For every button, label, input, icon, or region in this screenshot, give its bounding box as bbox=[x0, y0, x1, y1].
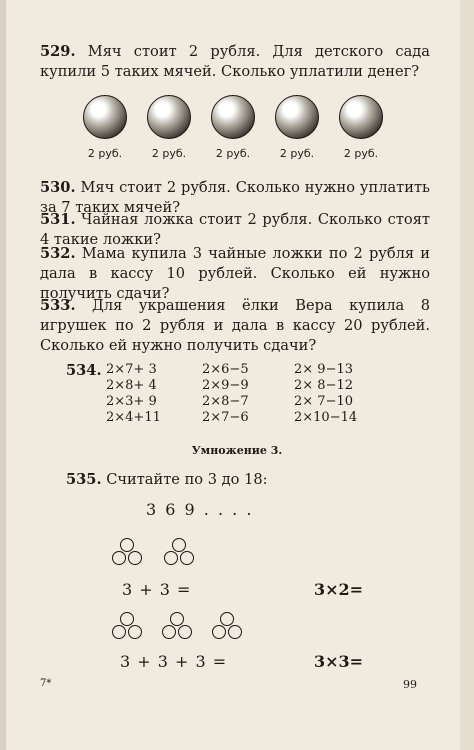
problem-533 bbox=[40, 296, 430, 356]
ball-item bbox=[144, 95, 194, 160]
problem-text: Мяч стоит 2 рубля. Сколько нужно уплатить за 7 таких мячей? bbox=[40, 179, 431, 216]
sum-expression-1: 3 + 3 = bbox=[122, 580, 192, 599]
expression: 2× 7−10 bbox=[294, 394, 354, 409]
sum-expression-2: 3 + 3 + 3 = bbox=[120, 652, 228, 671]
exercise-column-3 bbox=[294, 362, 357, 426]
circle-icon bbox=[170, 612, 184, 626]
problem-number: 533. bbox=[40, 297, 76, 314]
product-expression-2: 3×3= bbox=[314, 652, 364, 671]
expression: 2× 9−13 bbox=[294, 362, 354, 377]
expression: 2×8−7 bbox=[202, 394, 249, 409]
expression: 2×10−14 bbox=[294, 410, 358, 425]
problem-number: 529. bbox=[40, 43, 76, 60]
circle-icon bbox=[112, 625, 126, 639]
ball-item bbox=[80, 95, 130, 160]
page-edge-right bbox=[460, 0, 474, 750]
circle-icon bbox=[128, 551, 142, 565]
problem-number: 532. bbox=[40, 245, 76, 262]
circle-icon bbox=[172, 538, 186, 552]
expression: 2× 8−12 bbox=[294, 378, 354, 393]
problem-number: 535. bbox=[66, 471, 102, 488]
problem-text: Мама купила 3 чайные ложки по 2 рубля и дала в кассу 10 рублей. Сколько ей нужно получить сдачи? bbox=[40, 245, 430, 302]
ball-item bbox=[208, 95, 258, 160]
problem-text: Мяч стоит 2 рубля. Для детского сада купили 5 таких мячей. Сколько уплатили денег? bbox=[40, 43, 430, 80]
ball-price: 2 руб. bbox=[215, 147, 251, 160]
balls-illustration bbox=[80, 95, 390, 165]
circle-icon bbox=[120, 612, 134, 626]
problem-534-number: 534. bbox=[66, 362, 102, 379]
counting-sequence: 3 6 9 . . . . bbox=[146, 500, 254, 519]
problem-532 bbox=[40, 244, 430, 304]
ball-icon bbox=[83, 95, 127, 139]
circle-icon bbox=[220, 612, 234, 626]
problem-529 bbox=[40, 42, 430, 82]
exercise-column-2 bbox=[202, 362, 249, 426]
problem-number: 531. bbox=[40, 211, 76, 228]
circle-group bbox=[110, 612, 146, 644]
exercise-column-1 bbox=[106, 362, 161, 426]
expression: 2×7−6 bbox=[202, 410, 249, 425]
ball-icon bbox=[211, 95, 255, 139]
product-expression-1: 3×2= bbox=[314, 580, 364, 599]
ball-price: 2 руб. bbox=[151, 147, 187, 160]
ball-price: 2 руб. bbox=[87, 147, 123, 160]
problem-text: Считайте по 3 до 18: bbox=[106, 471, 268, 488]
circle-group bbox=[160, 612, 196, 644]
section-heading: Умножение 3. bbox=[191, 444, 283, 457]
circle-group bbox=[210, 612, 246, 644]
ball-item bbox=[272, 95, 322, 160]
problem-number: 530. bbox=[40, 179, 76, 196]
ball-price: 2 руб. bbox=[279, 147, 315, 160]
circle-group bbox=[110, 538, 146, 570]
signature-mark: 7* bbox=[40, 678, 52, 689]
page-number: 99 bbox=[403, 678, 417, 691]
circle-icon bbox=[162, 625, 176, 639]
ball-item bbox=[336, 95, 386, 160]
circle-group bbox=[162, 538, 198, 570]
expression: 2×7+ 3 bbox=[106, 362, 157, 377]
problem-text: Чайная ложка стоит 2 рубля. Сколько стоят 4 такие ложки? bbox=[40, 211, 430, 248]
ball-icon bbox=[275, 95, 319, 139]
circle-icon bbox=[212, 625, 226, 639]
ball-icon bbox=[339, 95, 383, 139]
problem-text: Для украшения ёлки Вера купила 8 игрушек по 2 рубля и дала в кассу 20 рублей. Сколько ей нужно получить сдачи? bbox=[40, 297, 431, 354]
circle-icon bbox=[178, 625, 192, 639]
circle-icon bbox=[112, 551, 126, 565]
circle-icon bbox=[120, 538, 134, 552]
circle-icon bbox=[128, 625, 142, 639]
expression: 2×8+ 4 bbox=[106, 378, 157, 393]
circle-icon bbox=[180, 551, 194, 565]
expression: 2×3+ 9 bbox=[106, 394, 157, 409]
expression: 2×4+11 bbox=[106, 410, 161, 425]
circle-icon bbox=[164, 551, 178, 565]
expression: 2×9−9 bbox=[202, 378, 249, 393]
problem-535 bbox=[66, 470, 426, 490]
expression: 2×6−5 bbox=[202, 362, 249, 377]
circle-icon bbox=[228, 625, 242, 639]
page-edge-left bbox=[0, 0, 6, 750]
ball-icon bbox=[147, 95, 191, 139]
ball-price: 2 руб. bbox=[343, 147, 379, 160]
